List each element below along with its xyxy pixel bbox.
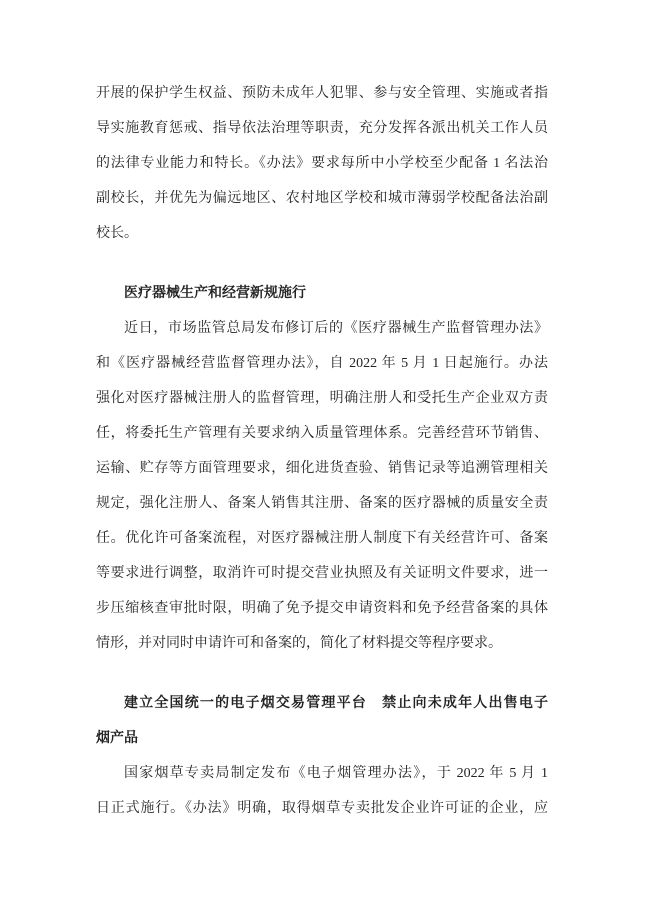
paragraph-line: 任，将委托生产管理有关要求纳入质量管理体系。完善经营环节销售、 xyxy=(96,426,548,441)
paragraph-line: 规定，强化注册人、备案人销售其注册、备案的医疗器械的质量安全责 xyxy=(96,496,548,511)
paragraph-line: 的法律专业能力和特长。《办法》要求每所中小学校至少配备 1 名法治 xyxy=(96,156,548,171)
section-heading-ecigarette xyxy=(96,686,548,756)
paragraph-line: 国家烟草专卖局制定发布《电子烟管理办法》，于 2022 年 5 月 1 xyxy=(124,766,548,781)
heading-line: 建立全国统一的电子烟交易管理平台 禁止向未成年人出售电子 xyxy=(124,696,548,711)
paragraph-line: 日正式施行。《办法》明确，取得烟草专卖批发企业许可证的企业，应 xyxy=(96,801,548,816)
section-paragraph-ecigarette xyxy=(96,756,548,826)
section-heading-medical-devices xyxy=(96,276,548,311)
continued-paragraph xyxy=(96,76,548,251)
heading-line: 烟产品 xyxy=(96,731,138,746)
paragraph-line: 任。优化许可备案流程，对医疗器械注册人制度下有关经营许可、备案 xyxy=(96,531,548,546)
paragraph-line: 步压缩核查审批时限，明确了免予提交申请资料和免予经营备案的具体 xyxy=(96,601,548,616)
paragraph-line: 等要求进行调整，取消许可时提交营业执照及有关证明文件要求，进一 xyxy=(96,566,548,581)
paragraph-line: 校长。 xyxy=(96,226,138,241)
paragraph-line: 情形，并对同时申请许可和备案的，简化了材料提交等程序要求。 xyxy=(96,636,502,651)
paragraph-line: 近日，市场监管总局发布修订后的《医疗器械生产监督管理办法》 xyxy=(124,321,548,336)
paragraph-line: 运输、贮存等方面管理要求，细化进货查验、销售记录等追溯管理相关 xyxy=(96,461,548,476)
paragraph-line: 和《医疗器械经营监督管理办法》，自 2022 年 5 月 1 日起施行。办法 xyxy=(96,356,548,371)
section-paragraph-medical-devices xyxy=(96,311,548,661)
paragraph-line: 导实施教育惩戒、指导依法治理等职责，充分发挥各派出机关工作人员 xyxy=(96,121,548,136)
paragraph-line: 开展的保护学生权益、预防未成年人犯罪、参与安全管理、实施或者指 xyxy=(96,86,548,101)
heading-line: 医疗器械生产和经营新规施行 xyxy=(124,286,306,301)
paragraph-line: 强化对医疗器械注册人的监督管理，明确注册人和受托生产企业双方责 xyxy=(96,391,548,406)
paragraph-line: 副校长，并优先为偏远地区、农村地区学校和城市薄弱学校配备法治副 xyxy=(96,191,548,206)
